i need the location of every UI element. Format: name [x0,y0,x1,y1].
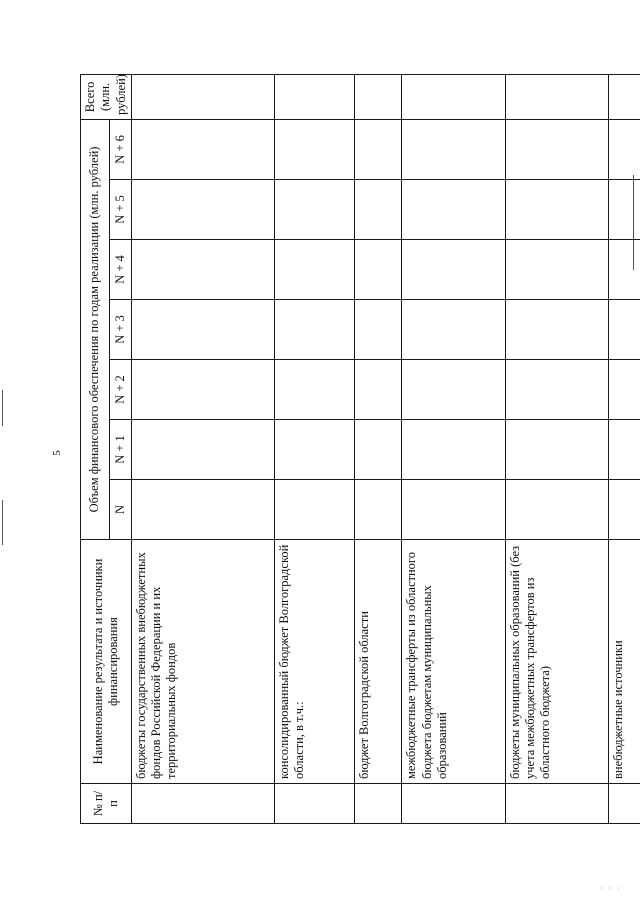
value-cell [402,180,506,240]
value-cell [609,119,640,179]
value-cell [131,420,274,480]
value-cell [402,300,506,360]
header-year-n6: N + 6 [110,119,132,179]
total-cell [131,74,274,119]
value-cell [275,420,355,480]
funding-table-container [80,75,632,824]
row-name-cell: бюджет Волгоградской области [354,540,402,784]
total-cell [354,74,402,119]
row-num-cell [402,784,506,824]
value-cell [609,180,640,240]
value-cell [505,480,609,540]
header-row [81,74,110,823]
value-cell [354,300,402,360]
value-cell [131,119,274,179]
row-num-cell [609,784,640,824]
total-cell [505,74,609,119]
value-cell [131,480,274,540]
row-num-cell [354,784,402,824]
table-row [402,74,506,823]
value-cell [275,300,355,360]
value-cell [131,180,274,240]
value-cell [131,240,274,300]
funding-table-rotated [80,75,632,824]
page-number: 5 [50,450,63,456]
value-cell [609,360,640,420]
table-row [275,74,355,823]
value-cell [609,420,640,480]
total-cell [402,74,506,119]
value-cell [275,180,355,240]
value-cell [505,119,609,179]
row-name-cell: внебюджетные источники [609,540,640,784]
table-row [131,74,274,823]
row-name-cell: межбюджетные трансферты из областного бюджета бюджетам муниципальных образований [402,540,506,784]
value-cell [402,420,506,480]
value-cell [354,180,402,240]
value-cell [505,240,609,300]
value-cell [354,480,402,540]
table-row [354,74,402,823]
scan-edge-mark [2,390,3,426]
value-cell [505,180,609,240]
scan-edge-mark [2,500,3,545]
value-cell [354,420,402,480]
value-cell [354,119,402,179]
value-cell [402,240,506,300]
value-cell [402,360,506,420]
table-row [505,74,609,823]
value-cell [505,300,609,360]
header-total: Всего (млн. рублей) [81,74,132,119]
header-name: Наименование результата и источники финансирования [81,540,132,784]
scan-noise-dots: · · · [600,884,622,893]
table-row [609,74,640,823]
row-name-cell: консолидированный бюджет Волгоградской области, в т.ч.: [275,540,355,784]
header-year-n5: N + 5 [110,180,132,240]
value-cell [609,480,640,540]
value-cell [402,480,506,540]
header-year-n2: N + 2 [110,360,132,420]
value-cell [505,420,609,480]
header-year-n1: N + 1 [110,420,132,480]
header-year-n: N [110,480,132,540]
value-cell [609,240,640,300]
row-num-cell [131,784,274,824]
value-cell [131,360,274,420]
value-cell [275,480,355,540]
value-cell [354,240,402,300]
value-cell [505,360,609,420]
header-year-n3: N + 3 [110,300,132,360]
value-cell [131,300,274,360]
value-cell [275,360,355,420]
row-num-cell [505,784,609,824]
row-name-cell: бюджеты муниципальных образований (без учета межбюджетных трансфертов из областного бюджета) [505,540,609,784]
value-cell [402,119,506,179]
row-name-cell: бюджеты государственных внебюджетных фондов Российской Федерации и их территориальных фондов [131,540,274,784]
value-cell [275,240,355,300]
value-cell [609,300,640,360]
value-cell [354,360,402,420]
total-cell [275,74,355,119]
funding-table [80,74,640,824]
value-cell [275,119,355,179]
header-year-n4: N + 4 [110,240,132,300]
row-num-cell [275,784,355,824]
header-num: № п/п [81,784,132,824]
header-funding-group: Объем финансового обеспечения по годам реализации (млн. рублей) [81,119,110,539]
total-cell [609,74,640,119]
